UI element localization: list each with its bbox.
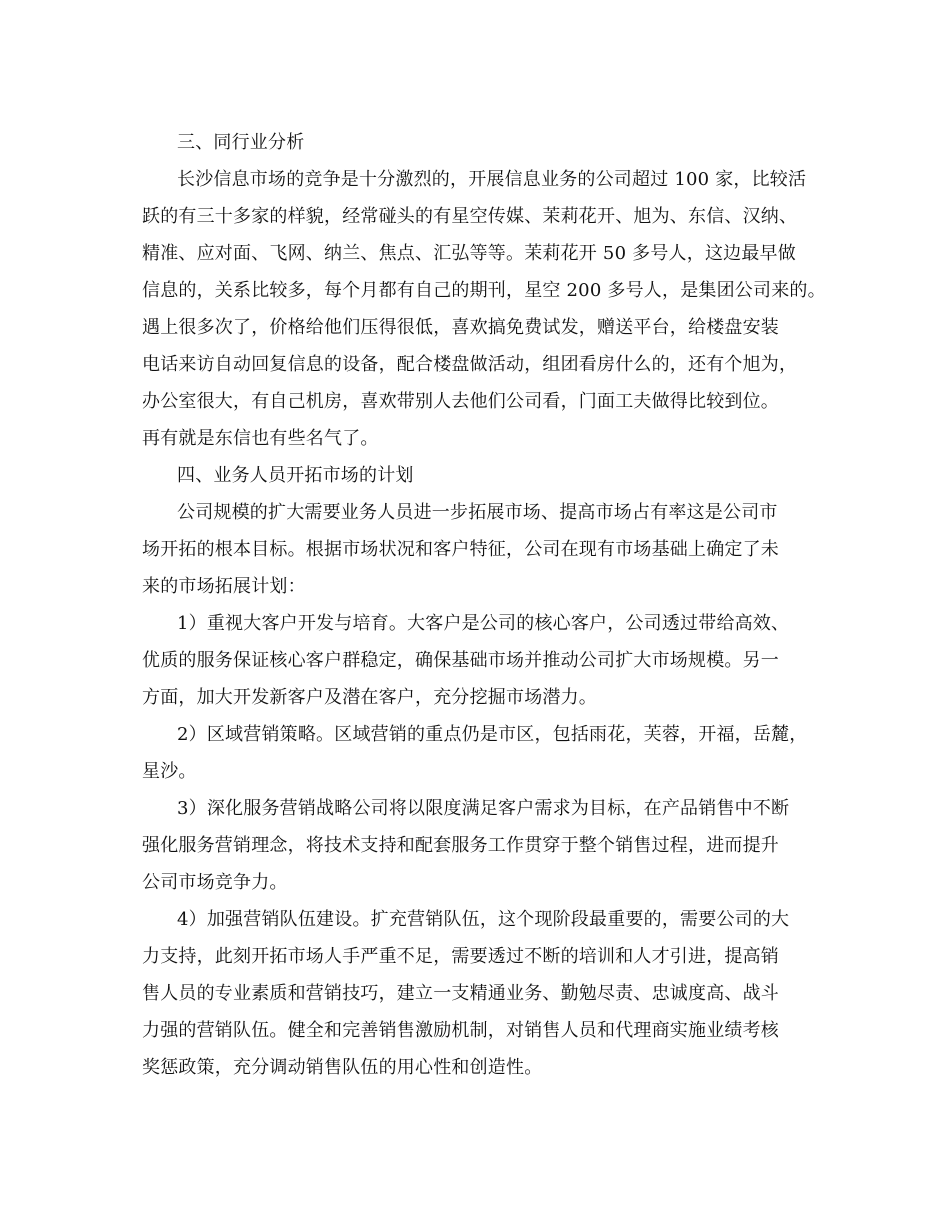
paragraph-line: 信息的，关系比较多，每个月都有自己的期刊，星空 200 多号人，是集团公司来的。 — [142, 280, 826, 301]
list-item-4-line: 奖惩政策，充分调动销售队伍的用心性和创造性。 — [142, 1057, 543, 1078]
section-heading-3: 三、同行业分析 — [177, 132, 305, 153]
list-item-2-line: 2）区域营销策略。区域营销的重点仍是市区，包括雨花，芙蓉，开福，岳麓， — [177, 724, 808, 745]
paragraph-line: 遇上很多次了，价格给他们压得很低，喜欢搞免费试发，赠送平台，给楼盘安装 — [142, 317, 779, 338]
paragraph-line: 场开拓的根本目标。根据市场状况和客户特征，公司在现有市场基础上确定了未 — [142, 539, 779, 560]
list-item-3-line: 强化服务营销理念，将技术支持和配套服务工作贯穿于整个销售过程，进而提升 — [142, 835, 779, 856]
paragraph-line: 再有就是东信也有些名气了。 — [142, 428, 379, 449]
list-item-1-line: 优质的服务保证核心客户群稳定，确保基础市场并推动公司扩大市场规模。另一 — [142, 650, 779, 671]
list-item-1-line: 方面，加大开发新客户及潜在客户，充分挖掘市场潜力。 — [142, 687, 597, 708]
paragraph-line: 办公室很大，有自己机房，喜欢带别人去他们公司看，门面工夫做得比较到位。 — [142, 391, 779, 412]
list-item-4-line: 力支持，此刻开拓市场人手严重不足，需要透过不断的培训和人才引进，提高销 — [142, 946, 779, 967]
list-item-4-line: 售人员的专业素质和营销技巧，建立一支精通业务、勤勉尽责、忠诚度高、战斗 — [142, 983, 779, 1004]
list-item-4-line: 力强的营销队伍。健全和完善销售激励机制，对销售人员和代理商实施业绩考核 — [142, 1020, 779, 1041]
paragraph-line: 公司规模的扩大需要业务人员进一步拓展市场、提高市场占有率这是公司市 — [177, 502, 778, 523]
paragraph-line: 跃的有三十多家的样貌，经常碰头的有星空传媒、茉莉花开、旭为、东信、汉纳、 — [142, 206, 798, 227]
list-item-2-line: 星沙。 — [142, 761, 197, 782]
paragraph-line: 精准、应对面、飞网、纳兰、焦点、汇弘等等。茉莉花开 50 多号人，这边最早做 — [142, 243, 796, 264]
paragraph-line: 电话来访自动回复信息的设备，配合楼盘做活动，组团看房什么的，还有个旭为， — [142, 354, 798, 375]
list-item-3-line: 3）深化服务营销战略公司将以限度满足客户需求为目标，在产品销售中不断 — [177, 798, 790, 819]
paragraph-line: 来的市场拓展计划： — [142, 576, 306, 597]
list-item-3-line: 公司市场竞争力。 — [142, 872, 288, 893]
list-item-4-line: 4）加强营销队伍建设。扩充营销队伍，这个现阶段最重要的，需要公司的大 — [177, 909, 790, 930]
list-item-1-line: 1）重视大客户开发与培育。大客户是公司的核心客户，公司透过带给高效、 — [177, 613, 790, 634]
paragraph-line: 长沙信息市场的竞争是十分激烈的，开展信息业务的公司超过 100 家，比较活 — [177, 169, 807, 190]
section-heading-4: 四、业务人员开拓市场的计划 — [177, 465, 414, 486]
